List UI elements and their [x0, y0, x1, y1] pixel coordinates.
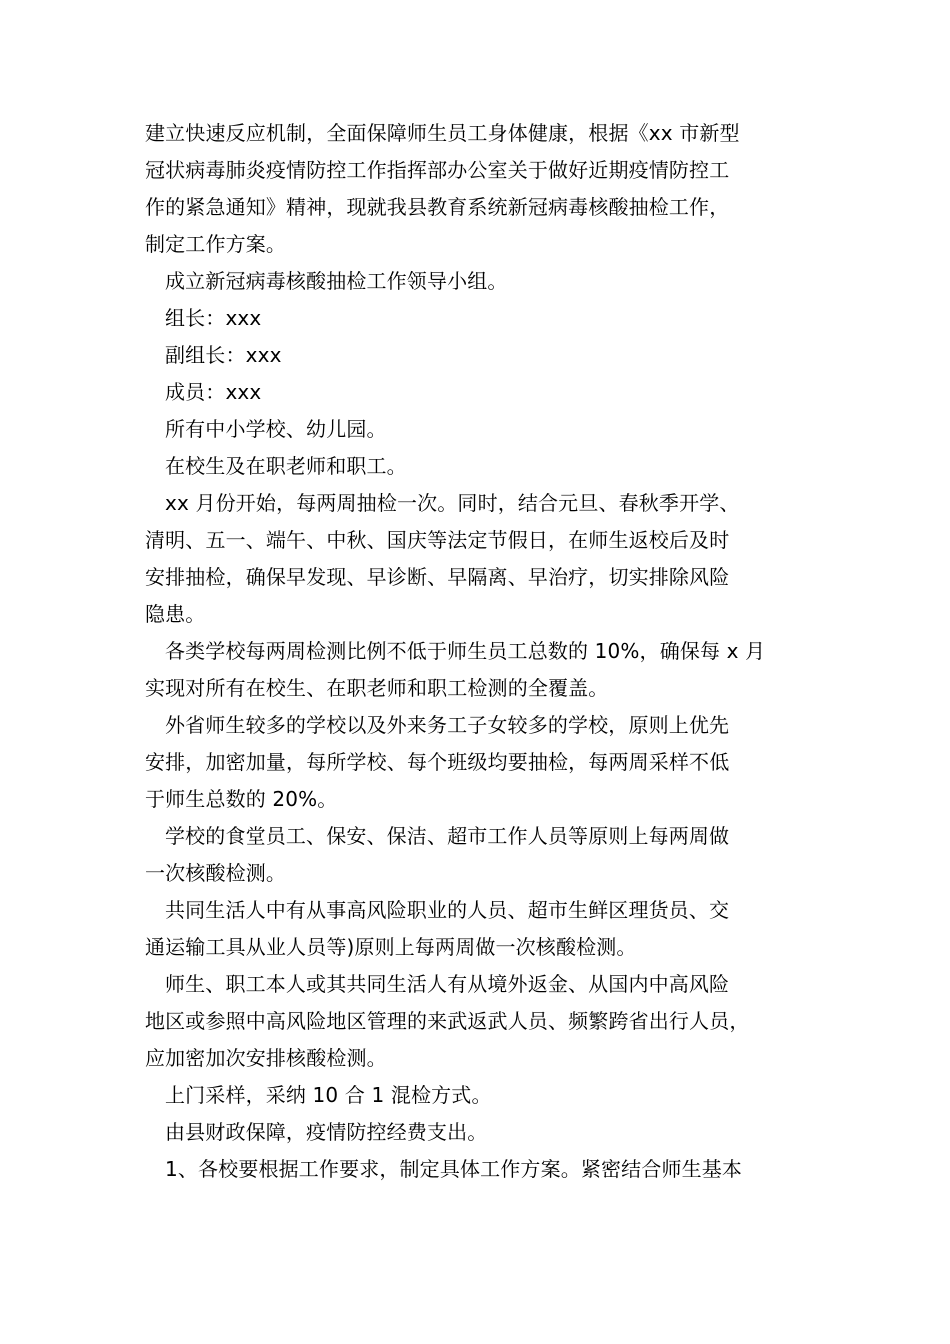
text-line: 于师生总数的 20%。 [145, 787, 338, 811]
text-line: 隐患。 [145, 602, 206, 626]
text-line: 作的紧急通知》精神，现就我县教育系统新冠病毒核酸抽检工作， [145, 195, 730, 219]
text-line: 通运输工具从业人员等)原则上每两周做一次核酸检测。 [145, 935, 637, 959]
text-line: 所有中小学校、幼儿园。 [165, 417, 387, 441]
text-line: 地区或参照中高风险地区管理的来武返武人员、频繁跨省出行人员， [145, 1009, 750, 1033]
text-line: 安排，加密加量，每所学校、每个班级均要抽检，每两周采样不低 [145, 750, 730, 774]
text-line: 安排抽检，确保早发现、早诊断、早隔离、早治疗，切实排除风险 [145, 565, 730, 589]
text-line: 在校生及在职老师和职工。 [165, 454, 407, 478]
text-line: 共同生活人中有从事高风险职业的人员、超市生鲜区理货员、交 [165, 898, 730, 922]
text-line: 副组长：xxx [165, 343, 282, 367]
document-body [145, 115, 810, 1188]
text-line: 组长：xxx [165, 306, 262, 330]
text-line: 一次核酸检测。 [145, 861, 287, 885]
text-line: 外省师生较多的学校以及外来务工子女较多的学校，原则上优先 [165, 713, 730, 737]
text-line: 由县财政保障，疫情防控经费支出。 [165, 1120, 488, 1144]
text-line: 学校的食堂员工、保安、保洁、超市工作人员等原则上每两周做 [165, 824, 730, 848]
text-line: 1、各校要根据工作要求，制定具体工作方案。紧密结合师生基本 [165, 1157, 743, 1181]
text-line: 各类学校每两周检测比例不低于师生员工总数的 10%，确保每 x 月 [165, 639, 766, 663]
text-line: 清明、五一、端午、中秋、国庆等法定节假日，在师生返校后及时 [145, 528, 730, 552]
text-line: 实现对所有在校生、在职老师和职工检测的全覆盖。 [145, 676, 609, 700]
text-line: xx 月份开始，每两周抽检一次。同时，结合元旦、春秋季开学、 [165, 491, 740, 515]
text-line: 冠状病毒肺炎疫情防控工作指挥部办公室关于做好近期疫情防控工 [145, 158, 730, 182]
text-line: 建立快速反应机制，全面保障师生员工身体健康，根据《xx 市新型 [145, 121, 740, 145]
text-line: 应加密加次安排核酸检测。 [145, 1046, 387, 1070]
text-line: 成员：xxx [165, 380, 262, 404]
text-line: 制定工作方案。 [145, 232, 287, 256]
text-line: 师生、职工本人或其共同生活人有从境外返金、从国内中高风险 [165, 972, 730, 996]
text-line: 上门采样，采纳 10 合 1 混检方式。 [165, 1083, 492, 1107]
text-line: 成立新冠病毒核酸抽检工作领导小组。 [165, 269, 508, 293]
